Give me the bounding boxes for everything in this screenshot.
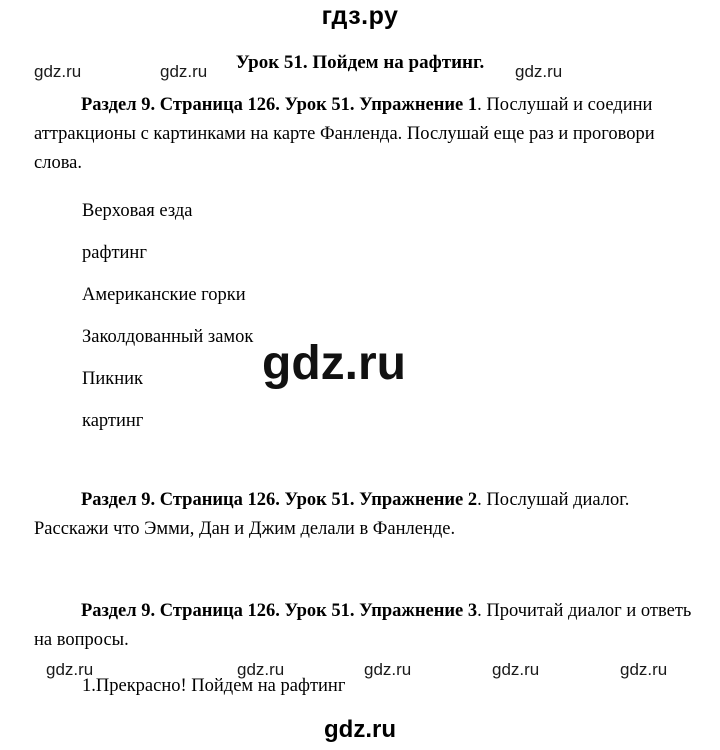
exercise-heading: Раздел 9. Страница 126. Урок 51. Упражнение 2: [81, 490, 478, 510]
watermark-bottom: gdz.ru: [324, 716, 396, 743]
exercise-heading: Раздел 9. Страница 126. Урок 51. Упражнение 3: [81, 601, 478, 621]
word-item: Пикник: [82, 369, 144, 389]
word-item: рафтинг: [82, 243, 147, 263]
word-item: картинг: [82, 411, 144, 431]
exercise-text: . Прочитай диалог и ответь на вопросы.: [34, 601, 692, 650]
watermark: gdz.ru: [492, 660, 540, 679]
watermark: gdz.ru: [620, 660, 668, 679]
exercise-2: [34, 486, 694, 544]
watermark: gdz.ru: [364, 660, 412, 679]
answer-line: 1.Прекрасно! Пойдем на рафтинг: [82, 676, 346, 696]
exercise-3: [34, 597, 694, 655]
watermark: gdz.ru: [34, 62, 82, 81]
exercise-text: . Послушай и соедини аттракционы с картинками на карте Фанленда. Послушай еще раз и проговори слова.: [34, 95, 655, 173]
exercise-heading: Раздел 9. Страница 126. Урок 51. Упражнение 1: [81, 95, 478, 115]
word-item: Заколдованный замок: [82, 327, 254, 347]
exercise-text: . Послушай диалог. Расскажи что Эмми, Дан и Джим делали в Фанленде.: [34, 490, 630, 539]
exercise-1: [34, 91, 694, 178]
site-title: гдз.ру: [321, 2, 399, 30]
word-item: Верховая езда: [82, 201, 193, 221]
watermark: gdz.ru: [46, 660, 94, 679]
watermark: gdz.ru: [237, 660, 285, 679]
watermark: gdz.ru: [160, 62, 208, 81]
lesson-title: Урок 51. Пойдем на рафтинг.: [235, 52, 485, 73]
watermark-large: gdz.ru: [262, 337, 406, 390]
word-item: Американские горки: [82, 285, 246, 305]
watermark: gdz.ru: [515, 62, 563, 81]
